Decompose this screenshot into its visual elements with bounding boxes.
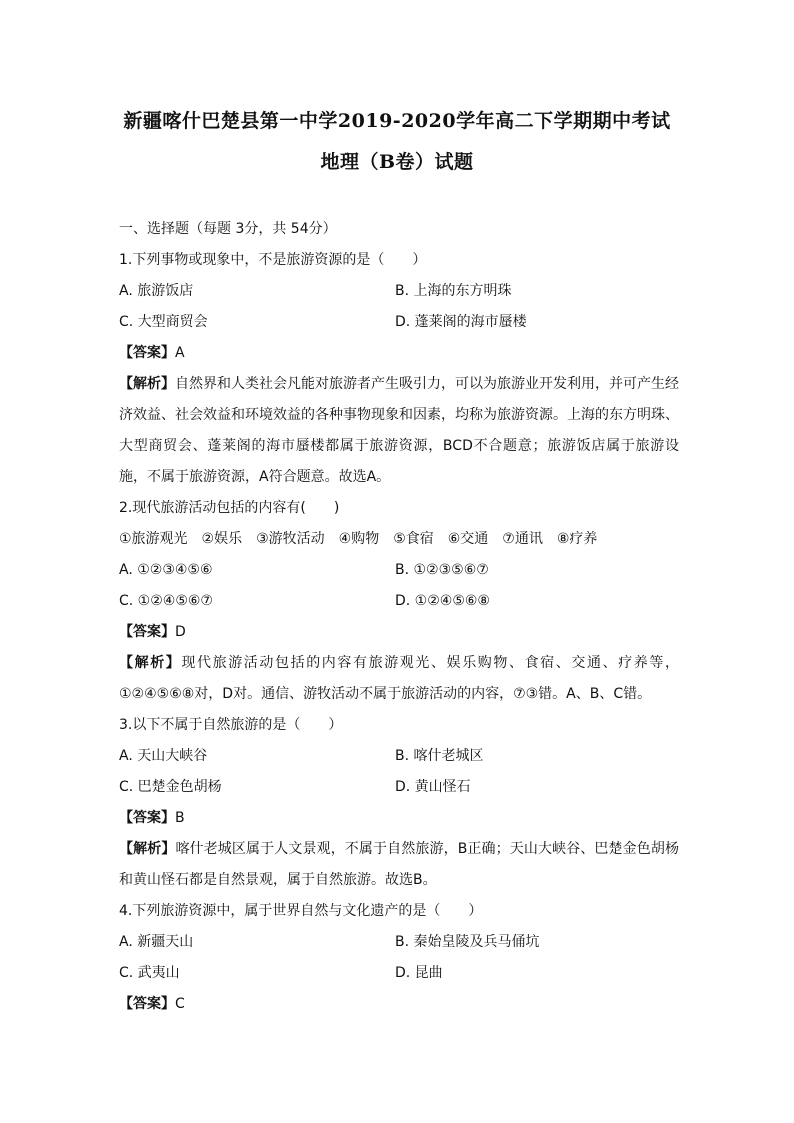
- option-row: [119, 586, 679, 617]
- section-heading: 一、选择题（每题 3分，共 54分）: [119, 221, 337, 237]
- option-a: A. 天山大峡谷: [119, 748, 208, 764]
- option-c: C. ①②④⑤⑥⑦: [119, 593, 213, 609]
- option-row: [119, 772, 679, 803]
- option-c: C. 武夷山: [119, 965, 180, 981]
- analysis-paragraph: [119, 834, 679, 896]
- analysis-tag: 【解析】: [119, 841, 176, 857]
- option-d: D. ①②④⑤⑥⑧: [395, 593, 490, 609]
- document-subtitle: 地理（B卷）试题: [320, 151, 474, 173]
- answer-line: [119, 803, 679, 834]
- option-a: A. ①②③④⑤⑥: [119, 562, 213, 578]
- option-b: B. 秦始皇陵及兵马俑坑: [395, 934, 540, 950]
- option-c: C. 大型商贸会: [119, 314, 208, 330]
- analysis-paragraph: [119, 369, 679, 493]
- question-2: [119, 493, 679, 710]
- option-b: B. ①②③⑤⑥⑦: [395, 562, 489, 578]
- question-3: [119, 710, 679, 896]
- option-a: A. 新疆天山: [119, 934, 194, 950]
- question-stem: 1.下列事物或现象中，不是旅游资源的是（ ）: [119, 252, 427, 268]
- analysis-tag: 【解析】: [119, 376, 175, 392]
- question-stem: 2.现代旅游活动包括的内容有( ): [119, 500, 340, 516]
- option-d: D. 蓬莱阁的海市蜃楼: [395, 314, 527, 330]
- analysis-paragraph: [119, 648, 679, 710]
- option-a: A. 旅游饭店: [119, 283, 194, 299]
- answer-line: [119, 989, 679, 1020]
- answer-value: D: [175, 624, 186, 640]
- answer-value: B: [175, 810, 185, 826]
- question-1: [119, 245, 679, 493]
- question-4: [119, 896, 679, 1020]
- answer-value: C: [175, 996, 185, 1012]
- answer-tag: 【答案】: [119, 345, 175, 361]
- analysis-text: 现代旅游活动包括的内容有旅游观光、娱乐购物、食宿、交通、疗养等，①②④⑤⑥⑧对，D对。通信、游牧活动不属于旅游活动的内容，⑦③错。A、B、C错。: [119, 655, 680, 702]
- analysis-text: 自然界和人类社会凡能对旅游者产生吸引力，可以为旅游业开发利用，并可产生经济效益、社会效益和环境效益的各种事物现象和因素，均称为旅游资源。上海的东方明珠、大型商贸会、蓬莱阁的海市蜃楼都属于旅游资源，BCD不合题意；旅游饭店属于旅游设施，不属于旅游资源，A符合题意。故选A。: [119, 376, 679, 485]
- option-row: [119, 958, 679, 989]
- document-title: 新疆喀什巴楚县第一中学2019-2020学年高二下学期期中考试: [123, 110, 671, 132]
- answer-tag: 【答案】: [119, 996, 175, 1012]
- option-c: C. 巴楚金色胡杨: [119, 779, 222, 795]
- option-row: [119, 741, 679, 772]
- answer-tag: 【答案】: [119, 624, 175, 640]
- option-row: [119, 307, 679, 338]
- option-b: B. 上海的东方明珠: [395, 283, 512, 299]
- option-d: D. 黄山怪石: [395, 779, 471, 795]
- answer-line: [119, 338, 679, 369]
- answer-line: [119, 617, 679, 648]
- analysis-tag: 【解析】: [119, 655, 182, 671]
- option-row: [119, 927, 679, 958]
- answer-value: A: [175, 345, 185, 361]
- analysis-text: 喀什老城区属于人文景观，不属于自然旅游，B正确；天山大峡谷、巴楚金色胡杨和黄山怪石都是自然景观，属于自然旅游。故选B。: [119, 841, 679, 888]
- question-list: [119, 214, 679, 1020]
- option-row: [119, 555, 679, 586]
- answer-tag: 【答案】: [119, 810, 175, 826]
- option-row: [119, 276, 679, 307]
- question-stem: 4.下列旅游资源中，属于世界自然与文化遗产的是（ ）: [119, 903, 483, 919]
- option-d: D. 昆曲: [395, 965, 443, 981]
- question-items: ①旅游观光 ②娱乐 ③游牧活动 ④购物 ⑤食宿 ⑥交通 ⑦通讯 ⑧疗养: [119, 531, 598, 547]
- option-b: B. 喀什老城区: [395, 748, 484, 764]
- question-stem: 3.以下不属于自然旅游的是（ ）: [119, 717, 343, 733]
